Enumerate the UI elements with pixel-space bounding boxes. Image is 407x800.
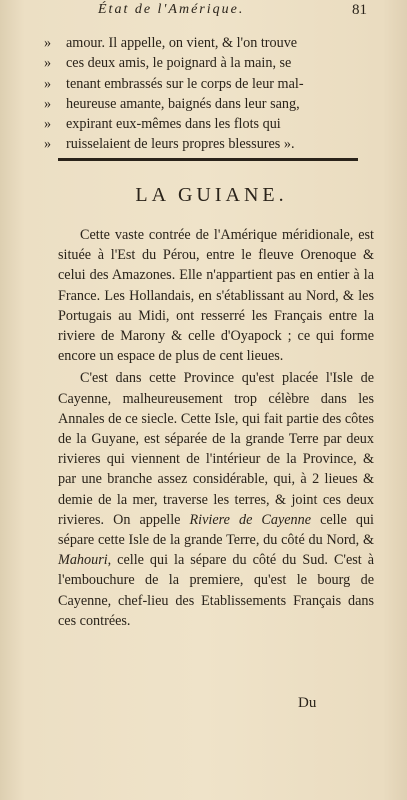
quote-line xyxy=(44,33,374,53)
quote-mark: » xyxy=(44,95,52,112)
running-title: État de l'Amérique. xyxy=(98,2,245,17)
paragraph-segment: celle qui sépare cette Isle de la grande Terre, du côté du Nord, & xyxy=(58,511,375,549)
quote-mark: » xyxy=(44,55,52,72)
quote-text: tenant embrassés sur le corps de leur mal- xyxy=(66,75,304,92)
river-name: Mahouri xyxy=(58,552,108,569)
quotation-block xyxy=(44,33,374,155)
quote-text: heureuse amante, baignés dans leur sang, xyxy=(66,95,300,112)
quote-mark: » xyxy=(44,75,52,92)
quote-text: expirant eux-mêmes dans les flots qui xyxy=(66,116,281,133)
quote-text: ces deux amis, le poignard à la main, se xyxy=(66,55,292,72)
quote-mark: » xyxy=(44,35,52,51)
paragraph-text xyxy=(58,368,374,631)
quote-line xyxy=(44,94,374,114)
body-text xyxy=(58,225,374,631)
section-heading: LA GUIANE. xyxy=(135,184,288,206)
page-number: 81 xyxy=(352,2,367,18)
paragraph-segment: , celle qui la sépare du côté du Sud. C'est à l'embouchure de la premiere, qu'est le bourg de Cayenne, chef-lieu des Etablissements Français dans ces contrées. xyxy=(58,552,374,629)
quote-text: amour. Il appelle, on vient, & l'on trouve xyxy=(66,35,298,51)
paragraph xyxy=(58,225,374,366)
running-head xyxy=(0,2,407,24)
quote-text: ruisselaient de leurs propres blessures ». xyxy=(66,136,295,153)
catchword: Du xyxy=(298,695,317,711)
quote-mark: » xyxy=(44,116,52,133)
paragraph xyxy=(58,368,374,631)
quote-line xyxy=(44,74,374,94)
paragraph-text: Cette vaste contrée de l'Amérique méridionale, est située à l'Est du Pérou, entre le fleuve Orenoque & celui des Amazones. Elle n'appartient pas en entier à la France. Les Hollandais, en s'établissant au Nord, & les Portugais au Midi, ont resserré les Français entre la riviere de Marony & celle d'Oyapock ; ce qui forme encore un espace de plus de cent lieues. xyxy=(58,227,374,365)
quote-line xyxy=(44,114,374,134)
quote-mark: » xyxy=(44,136,52,153)
section-divider xyxy=(58,158,358,161)
river-name: Riviere de Cayenne xyxy=(189,511,312,528)
quote-line xyxy=(44,134,374,154)
quote-line xyxy=(44,53,374,73)
paragraph-segment: C'est dans cette Province qu'est placée l'Isle de Cayenne, malheureusement trop célèbre dans les Annales de ce siecle. Cette Isle, qui fait partie des côtes de la Guyane, est séparée de la grande Terre par deux rivieres qui viennent de l'intérieur de la Province, & par une branche assez considérable, qui, à 2 lieues & demie de la mer, traverse les terres, & joint ces deux rivieres. On appelle xyxy=(58,370,374,528)
